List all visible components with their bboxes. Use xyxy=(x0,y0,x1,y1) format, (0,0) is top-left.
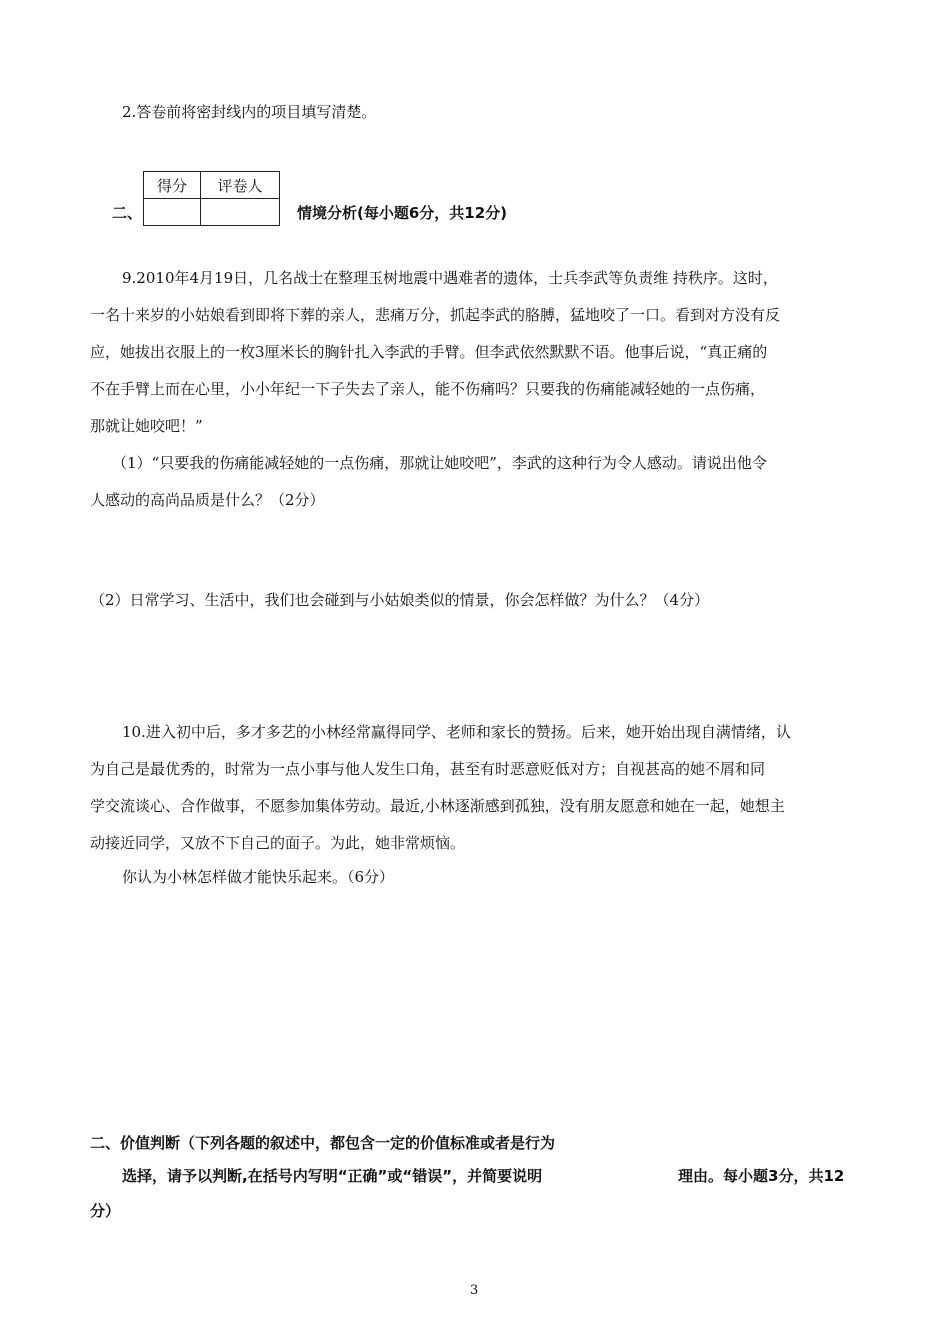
q9-line-5: 那就让她咬吧！” xyxy=(90,417,203,435)
q9-sub1-line-2: 人感动的高尚品质是什么？（2分） xyxy=(90,491,325,509)
q10-line-4: 动接近同学，又放不下自己的面子。为此，她非常烦恼。 xyxy=(90,834,466,852)
q9-sub2: （2）日常学习、生活中，我们也会碰到与小姑娘类似的情景，你会怎样做？为什么？（4分） xyxy=(90,591,710,609)
q10-line-3: 学交流谈心、合作做事，不愿参加集体劳动。最近,小林逐渐感到孤独，没有朋友愿意和她在一起，她想主 xyxy=(90,797,785,815)
q9-sub1-line-1: （1）“只要我的伤痛能减轻她的一点伤痛，那就让她咬吧”，李武的这种行为令人感动。请说出他令 xyxy=(112,454,767,472)
notice-text: 2.答卷前将密封线内的项目填写清楚。 xyxy=(122,103,377,121)
grader-header: 评卷人 xyxy=(201,172,280,199)
score-header: 得分 xyxy=(144,172,201,199)
q10-line-2: 为自己是最优秀的，时常为一点小事与他人发生口角，甚至有时恶意贬低对方；自视甚高的她不屑和同 xyxy=(90,760,766,778)
q10-question: 你认为小林怎样做才能快乐起来。（6分） xyxy=(122,868,395,886)
score-box xyxy=(143,171,280,226)
value-judgment-line-1: 二、价值判断（下列各题的叙述中，都包含一定的价值标准或者是行为 xyxy=(90,1134,556,1152)
section2-title: 情境分析(每小题6分，共12分) xyxy=(297,204,508,222)
q9-line-2: 一名十来岁的小姑娘看到即将下葬的亲人，悲痛万分，抓起李武的胳膊，猛地咬了一口。看到对方没有反 xyxy=(90,306,781,324)
page-number: 3 xyxy=(470,1283,479,1298)
value-judgment-line-2b: 理由。每小题3分，共12 xyxy=(678,1167,845,1185)
value-judgment-line-3: 分） xyxy=(90,1202,121,1220)
q9-line-1: 9.2010年4月19日，几名战士在整理玉树地震中遇难者的遗体，士兵李武等负责维 持秩序。这时， xyxy=(122,269,778,287)
section2-prefix: 二、 xyxy=(112,204,143,222)
q9-line-4: 不在手臂上而在心里，小小年纪一下子失去了亲人，能不伤痛吗？只要我的伤痛能减轻她的一点伤痛， xyxy=(90,380,766,398)
grader-cell[interactable] xyxy=(201,199,280,226)
score-cell[interactable] xyxy=(144,199,201,226)
value-judgment-line-2a: 选择，请予以判断,在括号内写明“正确”或“错误”，并简要说明 xyxy=(122,1167,543,1185)
q9-line-3: 应，她拔出衣服上的一枚3厘米长的胸针扎入李武的手臂。但李武依然默默不语。他事后说，“真正痛的 xyxy=(90,343,768,361)
q10-line-1: 10.进入初中后，多才多艺的小林经常赢得同学、老师和家长的赞扬。后来，她开始出现自满情绪，认 xyxy=(122,723,791,741)
